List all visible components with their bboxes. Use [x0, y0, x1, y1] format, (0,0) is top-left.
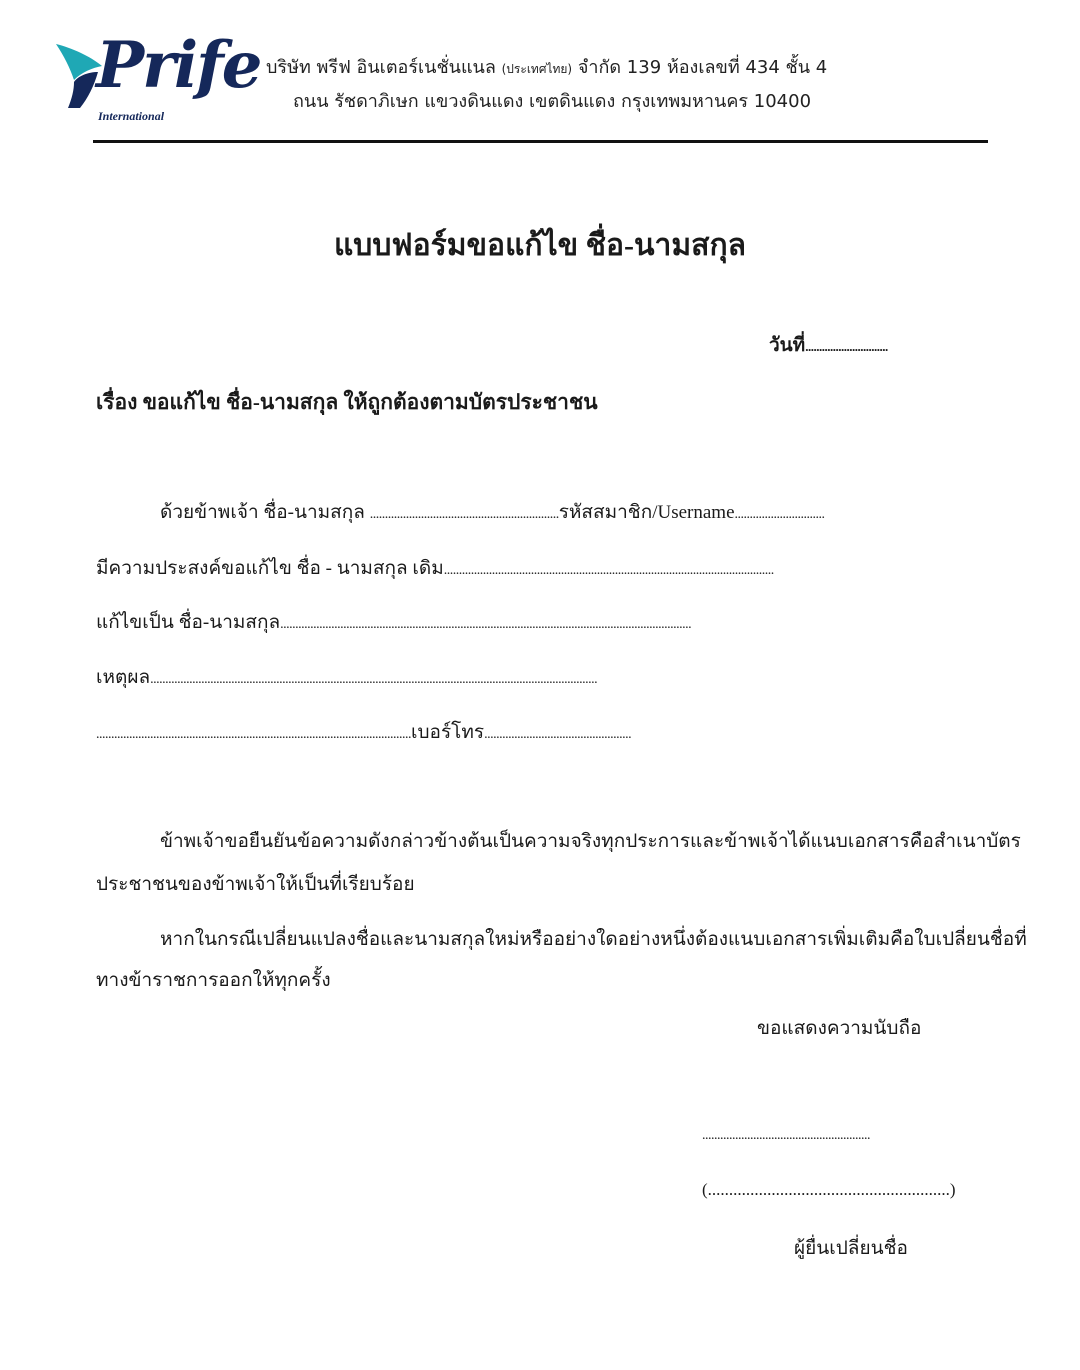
new-name-blank[interactable]: .........................................................................................................................................: [280, 617, 692, 632]
header-divider: [93, 140, 988, 143]
company-address-line2: ถนน รัชดาภิเษก แขวงดินแดง เขตดินแดง กรุงเทพมหานคร 10400: [293, 91, 812, 112]
member-label: รหัสสมาชิก/Username: [558, 502, 735, 523]
signer-label: ผู้ยื่นเปลี่ยนชื่อ: [794, 1238, 908, 1259]
logo-wordmark: Prife: [96, 28, 261, 103]
date-label: วันที่: [769, 335, 806, 356]
member-blank[interactable]: ..............................: [734, 507, 825, 522]
reason-phone-row: [96, 717, 631, 747]
subject-line: เรื่อง ขอแก้ไข ชื่อ-นามสกุล ให้ถูกต้องตามบัตรประชาชน: [96, 390, 598, 414]
confirm-paragraph-line2: ประชาชนของข้าพเจ้าให้เป็นที่เรียบร้อย: [96, 874, 415, 895]
signature-line[interactable]: ........................................................: [702, 1128, 870, 1143]
confirm-paragraph-line1: ข้าพเจ้าขอยืนยันข้อความดังกล่าวข้างต้นเป็นความจริงทุกประการและข้าพเจ้าได้แนบเอกสารคือสำเนาบัตร: [160, 831, 1021, 852]
name-row: [160, 497, 825, 527]
old-name-blank[interactable]: ..............................................................................................................: [443, 563, 774, 578]
logo-subtext: International: [98, 109, 165, 123]
reason-label: เหตุผล: [96, 667, 151, 688]
form-title: แบบฟอร์มขอแก้ไข ชื่อ-นามสกุล: [333, 229, 747, 262]
reason-blank[interactable]: .....................................................................................................................................................: [150, 672, 598, 687]
old-name-row: [96, 553, 774, 583]
name-blank[interactable]: ...............................................................: [369, 507, 559, 522]
company-address-line1: บริษัท พรีฟ อินเตอร์เนชั่นแนล (ประเทศไทย) จำกัด 139 ห้องเลขที่ 434 ชั้น 4: [266, 57, 828, 78]
name-label: ด้วยข้าพเจ้า ชื่อ-นามสกุล: [160, 502, 370, 523]
company-logo: [54, 28, 261, 126]
note-paragraph-line1: หากในกรณีเปลี่ยนแปลงชื่อและนามสกุลใหม่หรืออย่างใดอย่างหนึ่งต้องแนบเอกสารเพิ่มเติมคือใบเปลี่ยนชื่อที่: [160, 929, 1027, 950]
reason-row: [96, 662, 597, 692]
new-name-label: แก้ไขเป็น ชื่อ-นามสกุล: [96, 612, 281, 633]
date-field[interactable]: [769, 330, 888, 360]
phone-label: เบอร์โทร: [411, 722, 485, 743]
reason-extra-blank[interactable]: .........................................................................................................: [96, 727, 411, 742]
signature-name-line[interactable]: (.........................................................): [702, 1180, 956, 1199]
old-name-label: มีความประสงค์ขอแก้ไข ชื่อ - นามสกุล เดิม: [96, 558, 444, 579]
note-paragraph-line2: ทางข้าราชการออกให้ทุกครั้ง: [96, 970, 331, 991]
closing-text: ขอแสดงความนับถือ: [757, 1018, 922, 1039]
phone-blank[interactable]: .................................................: [484, 727, 632, 742]
date-blank[interactable]: ..............................: [805, 339, 888, 354]
new-name-row: [96, 607, 691, 637]
